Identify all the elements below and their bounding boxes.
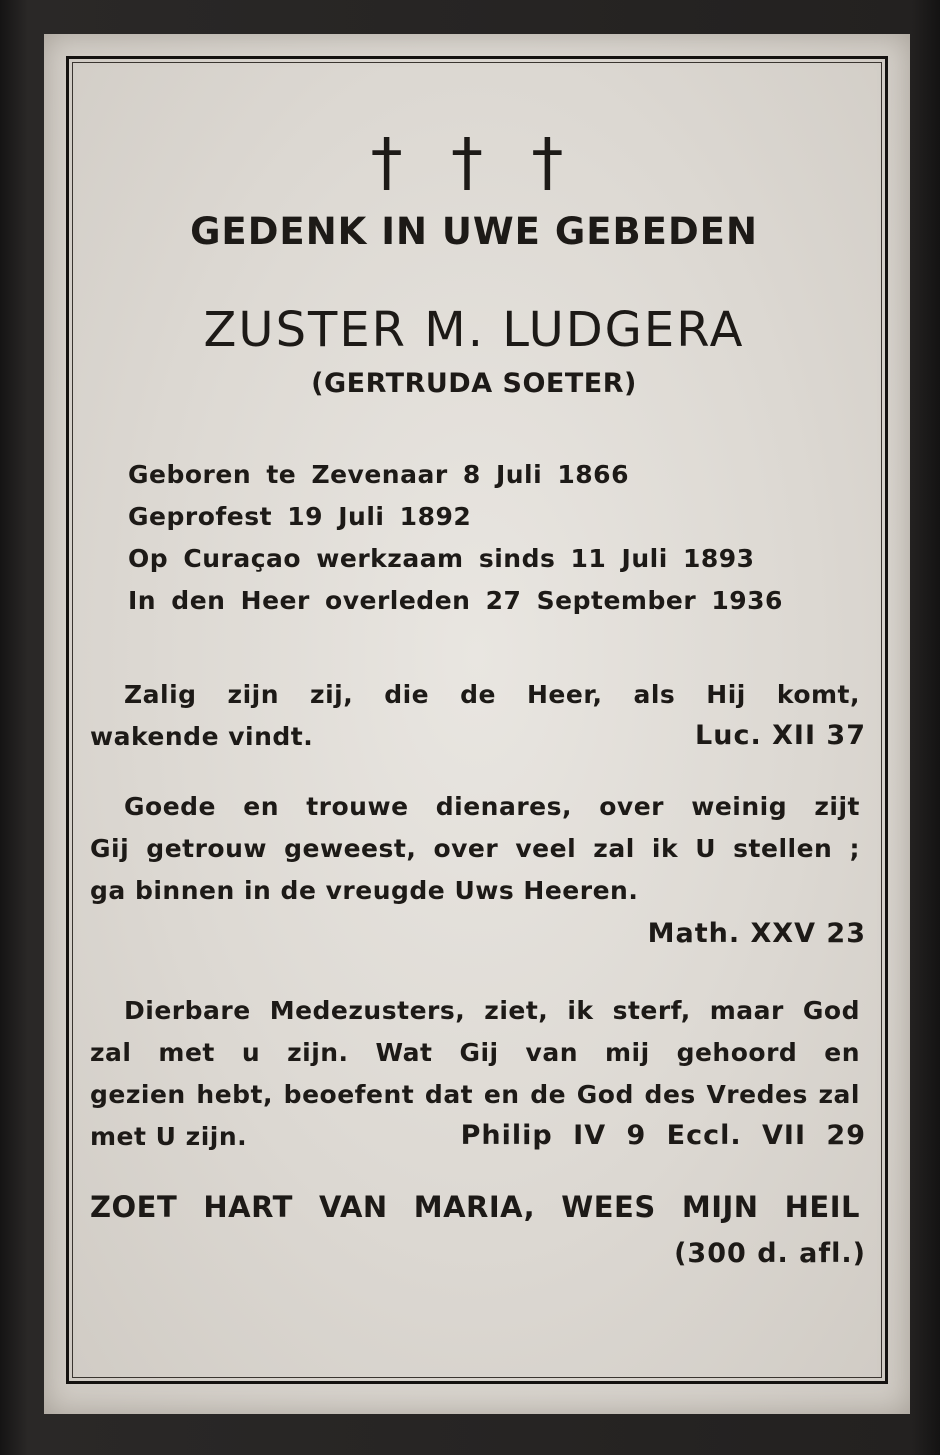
card-heading: GEDENK IN UWE GEBEDEN	[190, 210, 758, 253]
verse3-line4: met U zijn.	[90, 1122, 248, 1151]
verse2-line1: Goede en trouwe dienares, over weinig zijt	[124, 792, 860, 821]
fact-born: Geboren te Zevenaar 8 Juli 1866	[128, 460, 629, 489]
memorial-card	[44, 34, 910, 1414]
verse1-line2: wakende vindt.	[90, 722, 314, 751]
three-crosses: † † †	[370, 126, 578, 200]
deceased-name: ZUSTER M. LUDGERA	[203, 302, 745, 358]
verse3-line2: zal met u zijn. Wat Gij van mij gehoord en	[90, 1038, 860, 1067]
prayer-line: ZOET HART VAN MARIA, WEES MIJN HEIL	[90, 1190, 860, 1224]
verse3-line1: Dierbare Medezusters, ziet, ik sterf, maar God	[124, 996, 860, 1025]
fact-died: In den Heer overleden 27 September 1936	[128, 586, 783, 615]
birth-name: (GERTRUDA SOETER)	[311, 368, 637, 399]
verse3-line3: gezien hebt, beoefent dat en de God des Vredes zal	[90, 1080, 860, 1109]
verse3-reference: Philip IV 9 Eccl. VII 29	[460, 1120, 866, 1151]
fact-curacao: Op Curaçao werkzaam sinds 11 Juli 1893	[128, 544, 755, 573]
verse1-line1: Zalig zijn zij, die de Heer, als Hij komt,	[124, 680, 860, 709]
verse2-line3: ga binnen in de vreugde Uws Heeren.	[90, 876, 639, 905]
verse1-reference: Luc. XII 37	[695, 720, 866, 751]
verse2-line2: Gij getrouw geweest, over veel zal ik U stellen ;	[90, 834, 860, 863]
verse2-reference: Math. XXV 23	[647, 918, 866, 949]
indulgence-note: (300 d. afl.)	[674, 1238, 866, 1269]
fact-professed: Geprofest 19 Juli 1892	[128, 502, 472, 531]
